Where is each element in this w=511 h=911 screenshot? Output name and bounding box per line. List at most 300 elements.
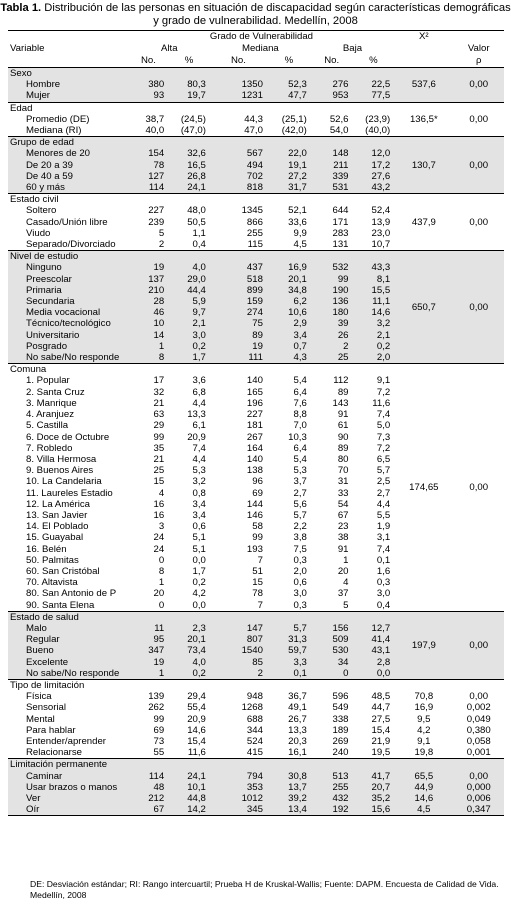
row-label: Sensorial: [26, 702, 66, 714]
mediana-count: 165: [246, 386, 263, 398]
mediana-pct: 3,4: [267, 330, 311, 341]
header-baja: Baja: [342, 43, 363, 55]
table-caption: Distribución de las personas en situación de discapacidad según características demográficas y grado de vulnerabilidad. Medellín, 2008: [41, 2, 511, 28]
baja-pct: 15,6: [353, 804, 395, 816]
mediana-pct: 31,3: [267, 634, 311, 645]
group-row: [8, 137, 504, 149]
group-row: [8, 679, 504, 691]
empty-cell: [168, 364, 210, 376]
baja-pct: 11,6: [372, 397, 391, 409]
p-value: 0,006: [453, 793, 504, 804]
row-label: No sabe/No responde: [8, 668, 129, 680]
alta-pct: 5,1: [192, 543, 206, 555]
baja-pct: 13,9: [371, 216, 391, 228]
mediana-count: 437: [210, 262, 267, 273]
header-alta: Alta: [161, 43, 178, 55]
mediana-count: 147: [210, 623, 267, 634]
baja-pct: 44,7: [371, 702, 391, 714]
header-row-3: [8, 55, 504, 68]
empty-cell: [311, 679, 353, 691]
baja-count: 192: [311, 804, 353, 816]
row-label: Universitario: [8, 330, 129, 341]
empty-cell: [168, 68, 210, 80]
mediana-pct: 7,0: [293, 420, 307, 432]
table-title: [0, 2, 511, 28]
header-pct: %: [184, 55, 194, 67]
baja-count: 54,0: [329, 125, 349, 137]
mediana-pct: 20,3: [288, 735, 307, 747]
baja-pct: 1,6: [376, 565, 391, 577]
row-label: 80. San Antonio de P: [26, 588, 117, 600]
alta-count: 16: [153, 509, 165, 521]
row-label: Mental: [26, 713, 55, 725]
row-label: 13. San Javier: [26, 509, 88, 521]
baja-count: 90: [337, 431, 349, 443]
mediana-count: 75: [210, 318, 267, 329]
mediana-count: 267: [246, 431, 263, 443]
baja-pct: 4,4: [376, 498, 391, 510]
mediana-pct: 10,3: [288, 431, 307, 443]
baja-pct: 6,5: [376, 453, 391, 465]
mediana-count: 567: [210, 148, 267, 159]
header-mediana: Mediana: [241, 43, 279, 55]
empty-cell: [210, 679, 267, 691]
header-x2: X²: [394, 31, 453, 44]
alta-pct: 3,4: [192, 498, 206, 510]
mediana-count: 345: [210, 804, 267, 816]
mediana-pct: 3,0: [293, 588, 307, 600]
empty-cell: [168, 251, 210, 263]
mediana-count: 2: [210, 668, 267, 680]
alta-pct: 73,4: [168, 645, 210, 656]
empty-cell: [210, 759, 267, 771]
mediana-count: 7: [257, 599, 263, 611]
chi-square-value: 537,6: [394, 68, 453, 103]
group-row: [8, 364, 504, 376]
alta-count: 137: [129, 274, 169, 285]
alta-count: 2: [158, 239, 165, 251]
alta-count: 4: [158, 487, 165, 499]
baja-pct: 2,5: [376, 476, 391, 488]
mediana-pct: 7,5: [293, 543, 307, 555]
baja-pct: 2,8: [353, 657, 395, 668]
group-row: [8, 194, 504, 206]
alta-count: 95: [129, 634, 169, 645]
row-label: Posgrado: [8, 341, 129, 352]
alta-pct: 6,1: [192, 420, 206, 432]
alta-pct: 44,8: [168, 793, 210, 804]
mediana-count: 255: [246, 227, 263, 239]
row-label: Ninguno: [8, 262, 129, 273]
alta-count: 29: [153, 420, 165, 432]
empty-cell: [129, 194, 169, 206]
row-label: Excelente: [8, 657, 129, 668]
baja-count: 532: [311, 262, 353, 273]
baja-count: 70: [337, 465, 349, 477]
alta-pct: 1,1: [192, 227, 206, 239]
alta-count: 16: [153, 498, 165, 510]
mediana-pct: 13,4: [267, 804, 311, 816]
baja-count: 276: [311, 79, 353, 90]
row-label: 70. Altavista: [26, 577, 78, 589]
mediana-pct: 7,6: [293, 397, 307, 409]
alta-count: 127: [129, 171, 169, 182]
group-label: Tipo de limitación: [8, 679, 129, 691]
baja-pct: 12,0: [353, 148, 395, 159]
baja-count: 34: [311, 657, 353, 668]
row-label: Física: [26, 691, 52, 703]
row-label: Técnico/tecnológico: [8, 318, 129, 329]
mediana-count: 794: [210, 771, 267, 782]
empty-cell: [168, 759, 210, 771]
mediana-count: 274: [210, 307, 267, 318]
baja-count: 189: [332, 724, 349, 736]
baja-count: 953: [311, 90, 353, 102]
mediana-count: 524: [246, 735, 263, 747]
baja-count: 0: [311, 668, 353, 680]
baja-count: 211: [311, 160, 353, 171]
mediana-count: 1350: [210, 79, 267, 90]
empty-cell: [129, 68, 169, 80]
alta-count: 46: [129, 307, 169, 318]
empty-cell: [311, 102, 353, 114]
table-row: [8, 702, 504, 713]
alta-count: 24: [153, 532, 165, 544]
empty-cell: [353, 679, 395, 691]
row-label: 2. Santa Cruz: [26, 386, 85, 398]
baja-pct: 12,7: [353, 623, 395, 634]
alta-pct: 1,7: [168, 352, 210, 364]
mediana-pct: 3,3: [267, 657, 311, 668]
mediana-count: 196: [246, 397, 263, 409]
mediana-count: 140: [246, 375, 263, 387]
alta-pct: 0,8: [192, 487, 206, 499]
baja-pct: 8,1: [353, 274, 395, 285]
row-label: 3. Manrique: [26, 397, 77, 409]
alta-pct: 11,6: [187, 747, 206, 759]
mediana-pct: 0,6: [293, 577, 307, 589]
alta-pct: 0,2: [168, 341, 210, 352]
table-row: [8, 747, 504, 759]
p-value: 0,00: [453, 68, 504, 103]
mediana-pct: 39,2: [267, 793, 311, 804]
mediana-count: 47,0: [244, 125, 263, 137]
alta-count: 3: [158, 521, 165, 533]
baja-pct: 7,3: [376, 431, 391, 443]
alta-pct: 24,1: [168, 771, 210, 782]
alta-pct: 4,0: [168, 657, 210, 668]
mediana-pct: 52,3: [267, 79, 311, 90]
row-label: 5. Castilla: [26, 420, 69, 432]
chi-square-value: 65,5: [394, 771, 453, 782]
alta-pct: 4,0: [168, 262, 210, 273]
mediana-pct: 20,1: [267, 274, 311, 285]
row-label: Viudo: [26, 227, 51, 239]
p-value: 0,00: [453, 364, 504, 611]
mediana-count: 96: [252, 476, 263, 488]
empty-cell: [267, 759, 311, 771]
baja-count: 509: [311, 634, 353, 645]
mediana-pct: 0,1: [267, 668, 311, 680]
mediana-count: 818: [210, 182, 267, 194]
alta-count: 99: [153, 431, 165, 443]
alta-count: 11: [129, 623, 169, 634]
mediana-pct: 4,5: [293, 239, 307, 251]
mediana-count: 1345: [241, 205, 263, 217]
mediana-pct: 5,3: [293, 465, 307, 477]
row-label: 8. Villa Hermosa: [26, 453, 97, 465]
baja-pct: 48,5: [371, 691, 391, 703]
baja-pct: 3,2: [353, 318, 395, 329]
row-label: Relacionarse: [26, 747, 82, 759]
mediana-pct: 47,7: [267, 90, 311, 102]
alta-count: 5: [158, 227, 165, 239]
chi-square-value: 4,2: [417, 724, 431, 736]
row-label: Regular: [8, 634, 129, 645]
empty-cell: [129, 364, 169, 376]
empty-cell: [210, 68, 267, 80]
empty-cell: [353, 364, 395, 376]
baja-count: 171: [332, 216, 349, 228]
row-label: 60. San Cristóbal: [26, 565, 100, 577]
table-row: [8, 736, 504, 747]
baja-pct: 43,2: [353, 182, 395, 194]
row-label: Para hablar: [26, 724, 76, 736]
baja-pct: 22,5: [353, 79, 395, 90]
alta-count: 19: [129, 657, 169, 668]
alta-count: 40,0: [145, 125, 165, 137]
mediana-count: 353: [210, 782, 267, 793]
empty-cell: [210, 364, 267, 376]
table-row: [8, 804, 504, 816]
p-value: 0,002: [466, 702, 491, 714]
row-label: Menores de 20: [8, 148, 129, 159]
mediana-pct: 3,7: [293, 476, 307, 488]
p-value: 0,380: [466, 724, 491, 736]
alta-pct: 0,4: [192, 239, 206, 251]
empty-cell: [353, 102, 395, 114]
table-number: Tabla 1.: [0, 2, 42, 14]
alta-count: 1: [129, 341, 169, 352]
mediana-pct: 6,2: [267, 296, 311, 307]
mediana-pct: 0,3: [293, 554, 307, 566]
baja-pct: 35,2: [353, 793, 395, 804]
baja-pct: 41,4: [353, 634, 395, 645]
baja-count: 89: [337, 386, 349, 398]
alta-count: 25: [153, 465, 165, 477]
empty-cell: [129, 102, 169, 114]
baja-pct: 43,1: [353, 645, 395, 656]
p-value: 0,00: [469, 691, 489, 703]
chi-square-value: 4,5: [394, 804, 453, 816]
baja-count: 99: [311, 274, 353, 285]
mediana-pct: 5,7: [267, 623, 311, 634]
baja-pct: 0,4: [376, 599, 391, 611]
mediana-count: 140: [246, 453, 263, 465]
chi-square-value: 9,5: [417, 713, 431, 725]
alta-count: 20: [153, 588, 165, 600]
group-row: [8, 611, 504, 623]
baja-count: 80: [337, 453, 349, 465]
baja-count: 131: [332, 239, 349, 251]
alta-pct: (47,0): [180, 125, 206, 137]
mediana-pct: 0,3: [293, 599, 307, 611]
row-label: 15. Guayabal: [26, 532, 84, 544]
mediana-count: 181: [246, 420, 263, 432]
baja-pct: 5,7: [376, 465, 391, 477]
mediana-pct: 6,4: [293, 386, 307, 398]
mediana-pct: 13,3: [288, 724, 307, 736]
empty-cell: [267, 611, 311, 623]
baja-pct: 27,5: [371, 713, 391, 725]
mediana-count: 159: [210, 296, 267, 307]
row-label: 60 y más: [8, 182, 129, 194]
alta-pct: 2,1: [168, 318, 210, 329]
alta-count: 48: [129, 782, 169, 793]
mediana-pct: 4,3: [267, 352, 311, 364]
chi-square-value: 16,9: [414, 702, 434, 714]
baja-count: 255: [311, 782, 353, 793]
mediana-count: 89: [210, 330, 267, 341]
baja-count: 4: [343, 577, 349, 589]
vulnerability-table: [8, 30, 504, 816]
baja-count: 112: [333, 375, 349, 387]
alta-pct: 20,9: [187, 431, 206, 443]
row-label: 12. La América: [26, 498, 90, 510]
baja-pct: 1,9: [376, 521, 391, 533]
empty-cell: [311, 759, 353, 771]
mediana-pct: 2,7: [293, 487, 307, 499]
group-label: Sexo: [8, 68, 129, 80]
alta-count: 0: [158, 554, 165, 566]
alta-pct: 15,4: [187, 735, 206, 747]
mediana-count: 807: [210, 634, 267, 645]
row-label: Bueno: [8, 645, 129, 656]
alta-count: 17: [153, 375, 165, 387]
row-label: Entender/aprender: [26, 735, 107, 747]
empty-cell: [129, 251, 169, 263]
empty-cell: [267, 137, 311, 149]
empty-cell: [353, 137, 395, 149]
row-label: Casado/Unión libre: [26, 216, 108, 228]
alta-pct: 26,8: [168, 171, 210, 182]
alta-count: 8: [129, 352, 169, 364]
row-label: 6. Doce de Octubre: [26, 431, 110, 443]
alta-pct: 13,3: [187, 409, 206, 421]
empty-cell: [210, 102, 267, 114]
baja-pct: 2,0: [353, 352, 395, 364]
mediana-count: 138: [246, 465, 263, 477]
empty-cell: [353, 68, 395, 80]
alta-pct: 3,2: [192, 476, 206, 488]
header-row-2: [8, 43, 504, 55]
baja-pct: 23,0: [371, 227, 391, 239]
baja-count: 26: [311, 330, 353, 341]
p-value: 0,001: [466, 747, 491, 759]
alta-pct: 2,3: [168, 623, 210, 634]
alta-count: 38,7: [145, 113, 165, 125]
baja-count: 644: [332, 205, 349, 217]
alta-count: 55: [153, 747, 165, 759]
baja-count: 23: [337, 521, 349, 533]
empty-cell: [353, 194, 395, 206]
empty-cell: [267, 102, 311, 114]
mediana-pct: 36,7: [288, 691, 307, 703]
row-label: 11. Laureles Estadio: [26, 487, 113, 499]
empty-cell: [353, 251, 395, 263]
alta-count: 35: [153, 442, 165, 454]
mediana-pct: 0,7: [267, 341, 311, 352]
mediana-count: 1012: [210, 793, 267, 804]
baja-pct: 0,3: [376, 577, 391, 589]
baja-count: 549: [332, 702, 349, 714]
empty-cell: [210, 611, 267, 623]
header-valor: Valor: [467, 43, 490, 55]
alta-pct: 0,0: [192, 599, 206, 611]
baja-pct: 77,5: [353, 90, 395, 102]
alta-count: 32: [153, 386, 165, 398]
alta-count: 139: [148, 691, 165, 703]
row-label: Primaria: [8, 285, 129, 296]
p-value: 0,000: [453, 782, 504, 793]
baja-count: 54: [337, 498, 349, 510]
row-label: Oír: [8, 804, 129, 816]
alta-count: 69: [153, 724, 165, 736]
row-label: 14. El Poblado: [26, 521, 89, 533]
mediana-pct: (42,0): [281, 125, 307, 137]
baja-count: 269: [332, 735, 349, 747]
empty-cell: [353, 611, 395, 623]
mediana-count: 899: [210, 285, 267, 296]
mediana-count: 494: [210, 160, 267, 171]
alta-pct: 55,4: [187, 702, 206, 714]
row-label: Separado/Divorciado: [26, 239, 116, 251]
chi-square-value: 650,7: [394, 251, 453, 364]
group-row: [8, 68, 504, 80]
baja-pct: 7,2: [376, 442, 391, 454]
baja-pct: 5,5: [376, 509, 391, 521]
mediana-count: 69: [252, 487, 263, 499]
alta-pct: 14,6: [187, 724, 206, 736]
baja-pct: 0,1: [376, 554, 391, 566]
baja-pct: 15,5: [353, 285, 395, 296]
baja-pct: 0,2: [353, 341, 395, 352]
baja-count: 180: [311, 307, 353, 318]
alta-count: 347: [129, 645, 169, 656]
row-label: 10. La Candelaria: [26, 476, 102, 488]
baja-count: 136: [311, 296, 353, 307]
baja-pct: 7,4: [376, 409, 391, 421]
baja-count: 432: [311, 793, 353, 804]
p-value: 0,049: [466, 713, 491, 725]
alta-pct: (24,5): [180, 113, 206, 125]
alta-count: 0: [158, 599, 165, 611]
group-row: [8, 759, 504, 771]
baja-count: 31: [337, 476, 349, 488]
mediana-count: 19: [210, 341, 267, 352]
p-value: 0,00: [453, 102, 504, 137]
baja-pct: 11,1: [353, 296, 395, 307]
header-variable: Variable: [10, 43, 45, 55]
row-label: Media vocacional: [8, 307, 129, 318]
alta-pct: 0,2: [192, 577, 206, 589]
row-label: Mujer: [8, 90, 129, 102]
alta-pct: 24,1: [168, 182, 210, 194]
row-label: Mediana (RI): [26, 125, 82, 137]
mediana-pct: 34,8: [267, 285, 311, 296]
baja-count: 339: [311, 171, 353, 182]
mediana-count: 99: [252, 532, 263, 544]
